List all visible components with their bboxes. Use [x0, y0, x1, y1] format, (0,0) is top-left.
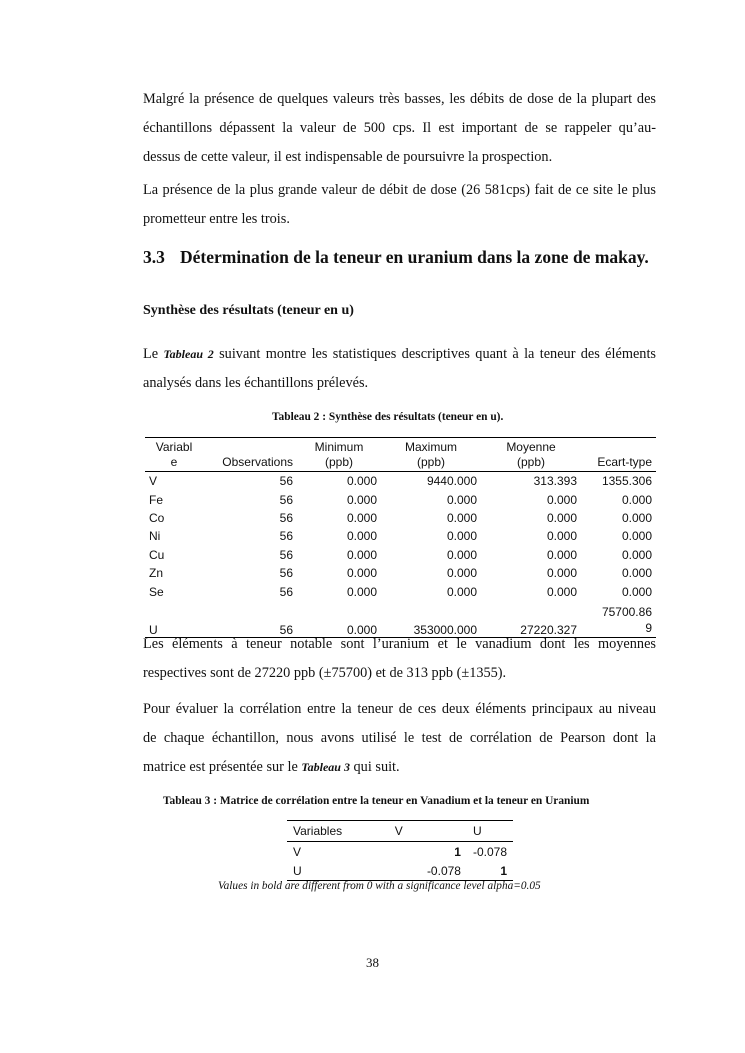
- section-number: 3.3: [143, 247, 165, 267]
- header-text: Moyenne: [506, 440, 556, 454]
- paragraph-dose-rates: [143, 85, 656, 172]
- paragraph-max-dose: [143, 176, 656, 234]
- cell-variable: U: [149, 622, 158, 637]
- header-minimum: [297, 438, 381, 472]
- page-number: 38: [366, 955, 379, 970]
- text-line: de chaque échantillon, nous avons utilisé le test de corrélation de Pearson dont la: [143, 730, 656, 746]
- cell-moyenne: 0.000: [546, 529, 577, 544]
- table3-caption: Tableau 3 : Matrice de corrélation entre la teneur en Vanadium et la teneur en Uranium: [163, 795, 590, 807]
- cell-ecart-type: 0.000: [621, 529, 652, 544]
- cell-v: 1: [454, 844, 461, 859]
- cell-label: V: [293, 844, 302, 859]
- cell-maximum: 0.000: [446, 492, 477, 507]
- table-row: [145, 509, 656, 527]
- cell-ecart-type: 0.000: [621, 547, 652, 562]
- cell-maximum: 0.000: [446, 510, 477, 525]
- header-maximum: [381, 438, 481, 472]
- cell-observations: 56: [279, 529, 293, 544]
- table2-caption: Tableau 2 : Synthèse des résultats (teneur en u).: [272, 411, 504, 423]
- table-header-row: [145, 438, 656, 472]
- cell-maximum: 0.000: [446, 529, 477, 544]
- cell-ecart-type: 0.000: [621, 566, 652, 581]
- header-text: (ppb): [324, 455, 353, 469]
- cell-minimum: 0.000: [346, 584, 377, 599]
- table-row: [145, 546, 656, 564]
- paragraph-notable-elements: [143, 630, 656, 688]
- cell-text: 75700.86: [601, 604, 652, 619]
- cell-maximum: 353000.000: [413, 622, 477, 637]
- cell-observations: 56: [279, 492, 293, 507]
- cell-variable: Ni: [149, 529, 161, 544]
- text-line: analysés dans les échantillons prélevés.: [143, 375, 369, 391]
- cell-observations: 56: [279, 547, 293, 562]
- text-line: Malgré la présence de quelques valeurs très basses, les débits de dose de la plupart des: [143, 91, 656, 107]
- text-fragment: Le: [143, 346, 159, 362]
- cell-ecart-type: 0.000: [621, 492, 652, 507]
- text-line: Les éléments à teneur notable sont l’uranium et le vanadium dont les moyennes: [143, 636, 656, 652]
- table-row: [145, 527, 656, 545]
- cell-minimum: 0.000: [346, 492, 377, 507]
- text-line: La présence de la plus grande valeur de débit de dose (26 581cps) fait de ce site le plus: [143, 182, 656, 198]
- cell-variable: Co: [149, 510, 165, 525]
- cell-variable: Zn: [149, 566, 164, 581]
- cell-minimum: 0.000: [346, 474, 377, 489]
- text-fragment: qui suit.: [353, 759, 400, 775]
- table-row: [287, 861, 513, 881]
- cell-minimum: 0.000: [346, 529, 377, 544]
- header-variable: [145, 438, 203, 472]
- cell-observations: 56: [279, 474, 293, 489]
- cell-label: U: [293, 863, 302, 878]
- cell-minimum: 0.000: [346, 566, 377, 581]
- cell-text: 9: [645, 620, 652, 635]
- table-row: [145, 564, 656, 582]
- cell-moyenne: 27220.327: [520, 622, 577, 637]
- cell-maximum: 9440.000: [426, 474, 477, 489]
- cell-u: 1: [500, 863, 507, 878]
- cell-minimum: 0.000: [346, 510, 377, 525]
- header-variables: Variables: [293, 824, 343, 838]
- header-text: Minimum: [314, 440, 364, 454]
- text-fragment: suivant montre les statistiques descriptives quant à la teneur des éléments: [219, 346, 656, 362]
- table-row: [145, 490, 656, 508]
- table3-note: Values in bold are different from 0 with a significance level alpha=0.05: [218, 880, 541, 892]
- cell-moyenne: 0.000: [546, 510, 577, 525]
- text-fragment: matrice est présentée sur le: [143, 759, 298, 775]
- header-text: Maximum: [404, 440, 457, 454]
- header-u: U: [472, 824, 482, 838]
- cell-maximum: 0.000: [446, 584, 477, 599]
- cell-observations: 56: [279, 510, 293, 525]
- table-row: [145, 582, 656, 600]
- correlation-matrix: [287, 820, 513, 881]
- text-line: dessus de cette valeur, il est indispensable de poursuivre la prospection.: [143, 149, 553, 165]
- text-line: prometteur entre les trois.: [143, 211, 290, 227]
- cell-ecart-type: 0.000: [621, 584, 652, 599]
- paragraph-table2-intro: [143, 340, 656, 398]
- table-reference: Tableau 2: [163, 347, 214, 361]
- header-text: (ppb): [516, 455, 545, 469]
- cell-observations: 56: [279, 622, 293, 637]
- cell-observations: 56: [279, 584, 293, 599]
- text-line: [143, 753, 656, 782]
- cell-u: -0.078: [472, 844, 507, 859]
- cell-ecart-type: 1355.306: [601, 474, 652, 489]
- cell-v: -0.078: [426, 863, 461, 878]
- cell-moyenne: 313.393: [533, 474, 577, 489]
- cell-observations: 56: [279, 566, 293, 581]
- header-ecart-type: Ecart-type: [597, 455, 652, 469]
- section-heading: [143, 247, 649, 268]
- results-table: [145, 437, 656, 638]
- text-line: Pour évaluer la corrélation entre la teneur de ces deux éléments principaux au niveau: [143, 701, 656, 717]
- header-text: Variabl: [155, 440, 193, 454]
- cell-moyenne: 0.000: [546, 492, 577, 507]
- text-line: [143, 340, 656, 369]
- header-moyenne: [481, 438, 581, 472]
- section-title: Détermination de la teneur en uranium dans la zone de makay.: [180, 247, 649, 267]
- cell-variable: Se: [149, 584, 164, 599]
- paragraph-pearson: [143, 695, 656, 782]
- cell-ecart-type: 0.000: [621, 510, 652, 525]
- cell-variable: Fe: [149, 492, 164, 507]
- text-line: échantillons dépassent la valeur de 500 cps. Il est important de se rappeler qu’au-: [143, 120, 656, 136]
- header-text: (ppb): [416, 455, 445, 469]
- cell-variable: V: [149, 474, 158, 489]
- subheading: Synthèse des résultats (teneur en u): [143, 303, 354, 318]
- table-row: [287, 842, 513, 862]
- cell-moyenne: 0.000: [546, 584, 577, 599]
- cell-moyenne: 0.000: [546, 547, 577, 562]
- table-row: [145, 472, 656, 491]
- cell-maximum: 0.000: [446, 566, 477, 581]
- table-reference: Tableau 3: [301, 760, 350, 774]
- cell-maximum: 0.000: [446, 547, 477, 562]
- cell-minimum: 0.000: [346, 547, 377, 562]
- table-header-row: [287, 821, 513, 842]
- cell-moyenne: 0.000: [546, 566, 577, 581]
- header-observations: Observations: [222, 455, 293, 469]
- cell-minimum: 0.000: [346, 622, 377, 637]
- text-line: respectives sont de 27220 ppb (±75700) et de 313 ppb (±1355).: [143, 665, 507, 681]
- header-v: V: [394, 824, 403, 838]
- header-text: e: [170, 455, 178, 469]
- cell-variable: Cu: [149, 547, 165, 562]
